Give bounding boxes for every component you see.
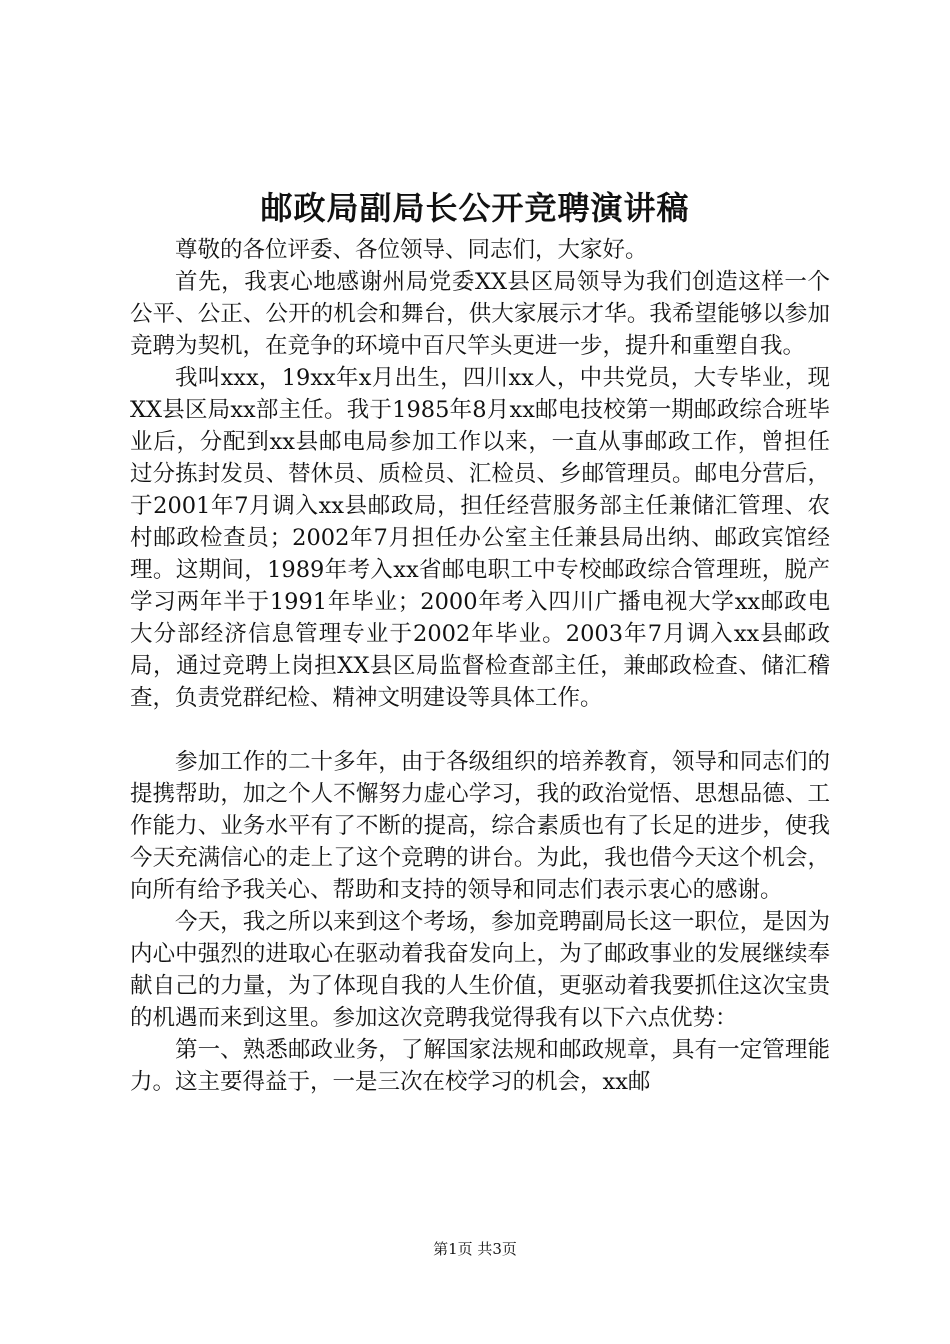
page-number-footer: 第1页 共3页 <box>433 1240 517 1258</box>
paragraph-growth: 参加工作的二十多年，由于各级组织的培养教育，领导和同志们的提携帮助，加之个人不懈努力虚心学习，我的政治觉悟、思想品德、工作能力、业务水平有了不断的提高，综合素质也有了长足的进步，使我今天充满信心的走上了这个竞聘的讲台。为此，我也借今天这个机会，向所有给予我关心、帮助和支持的领导和同志们表示衷心的感谢。 <box>130 749 830 903</box>
document-title: 邮政局副局长公开竞聘演讲稿 <box>260 189 690 227</box>
paragraph-advantage-one: 第一、熟悉邮政业务，了解国家法规和邮政规章，具有一定管理能力。这主要得益于，一是三次在校学习的机会，xx邮 <box>130 1037 830 1095</box>
paragraph-greeting: 尊敬的各位评委、各位领导、同志们，大家好。 <box>175 237 648 263</box>
paragraph-thanks: 首先，我衷心地感谢州局党委XX县区局领导为我们创造这样一个公平、公正、公开的机会和舞台，供大家展示才华。我希望能够以参加竞聘为契机，在竞争的环境中百尺竿头更进一步，提升和重塑自我。 <box>130 269 830 359</box>
paragraph-motivation: 今天，我之所以来到这个考场，参加竞聘副局长这一职位，是因为内心中强烈的进取心在驱动着我奋发向上，为了邮政事业的发展继续奉献自己的力量，为了体现自我的人生价值，更驱动着我要抓住这次宝贵的机遇而来到这里。参加这次竞聘我觉得我有以下六点优势： <box>130 909 830 1031</box>
document-body <box>130 234 830 1098</box>
paragraph-self-intro: 我叫xxx，19xx年x月出生，四川xx人，中共党员，大专毕业，现XX县区局xx部主任。我于1985年8月xx邮电技校第一期邮政综合班毕业后，分配到xx县邮电局参加工作以来，一直从事邮政工作，曾担任过分拣封发员、替休员、质检员、汇检员、乡邮管理员。邮电分营后，于2001年7月调入xx县邮政局，担任经营服务部主任兼储汇管理、农村邮政检查员；2002年7月担任办公室主任兼县局出纳、邮政宾馆经理。这期间，1989年考入xx省邮电职工中专校邮政综合管理班，脱产学习两年半于1991年毕业；2000年考入四川广播电视大学xx邮政电大分部经济信息管理专业于2002年毕业。2003年7月调入xx县邮政局，通过竞聘上岗担XX县区局监督检查部主任，兼邮政检查、储汇稽查，负责党群纪检、精神文明建设等具体工作。 <box>130 365 830 711</box>
